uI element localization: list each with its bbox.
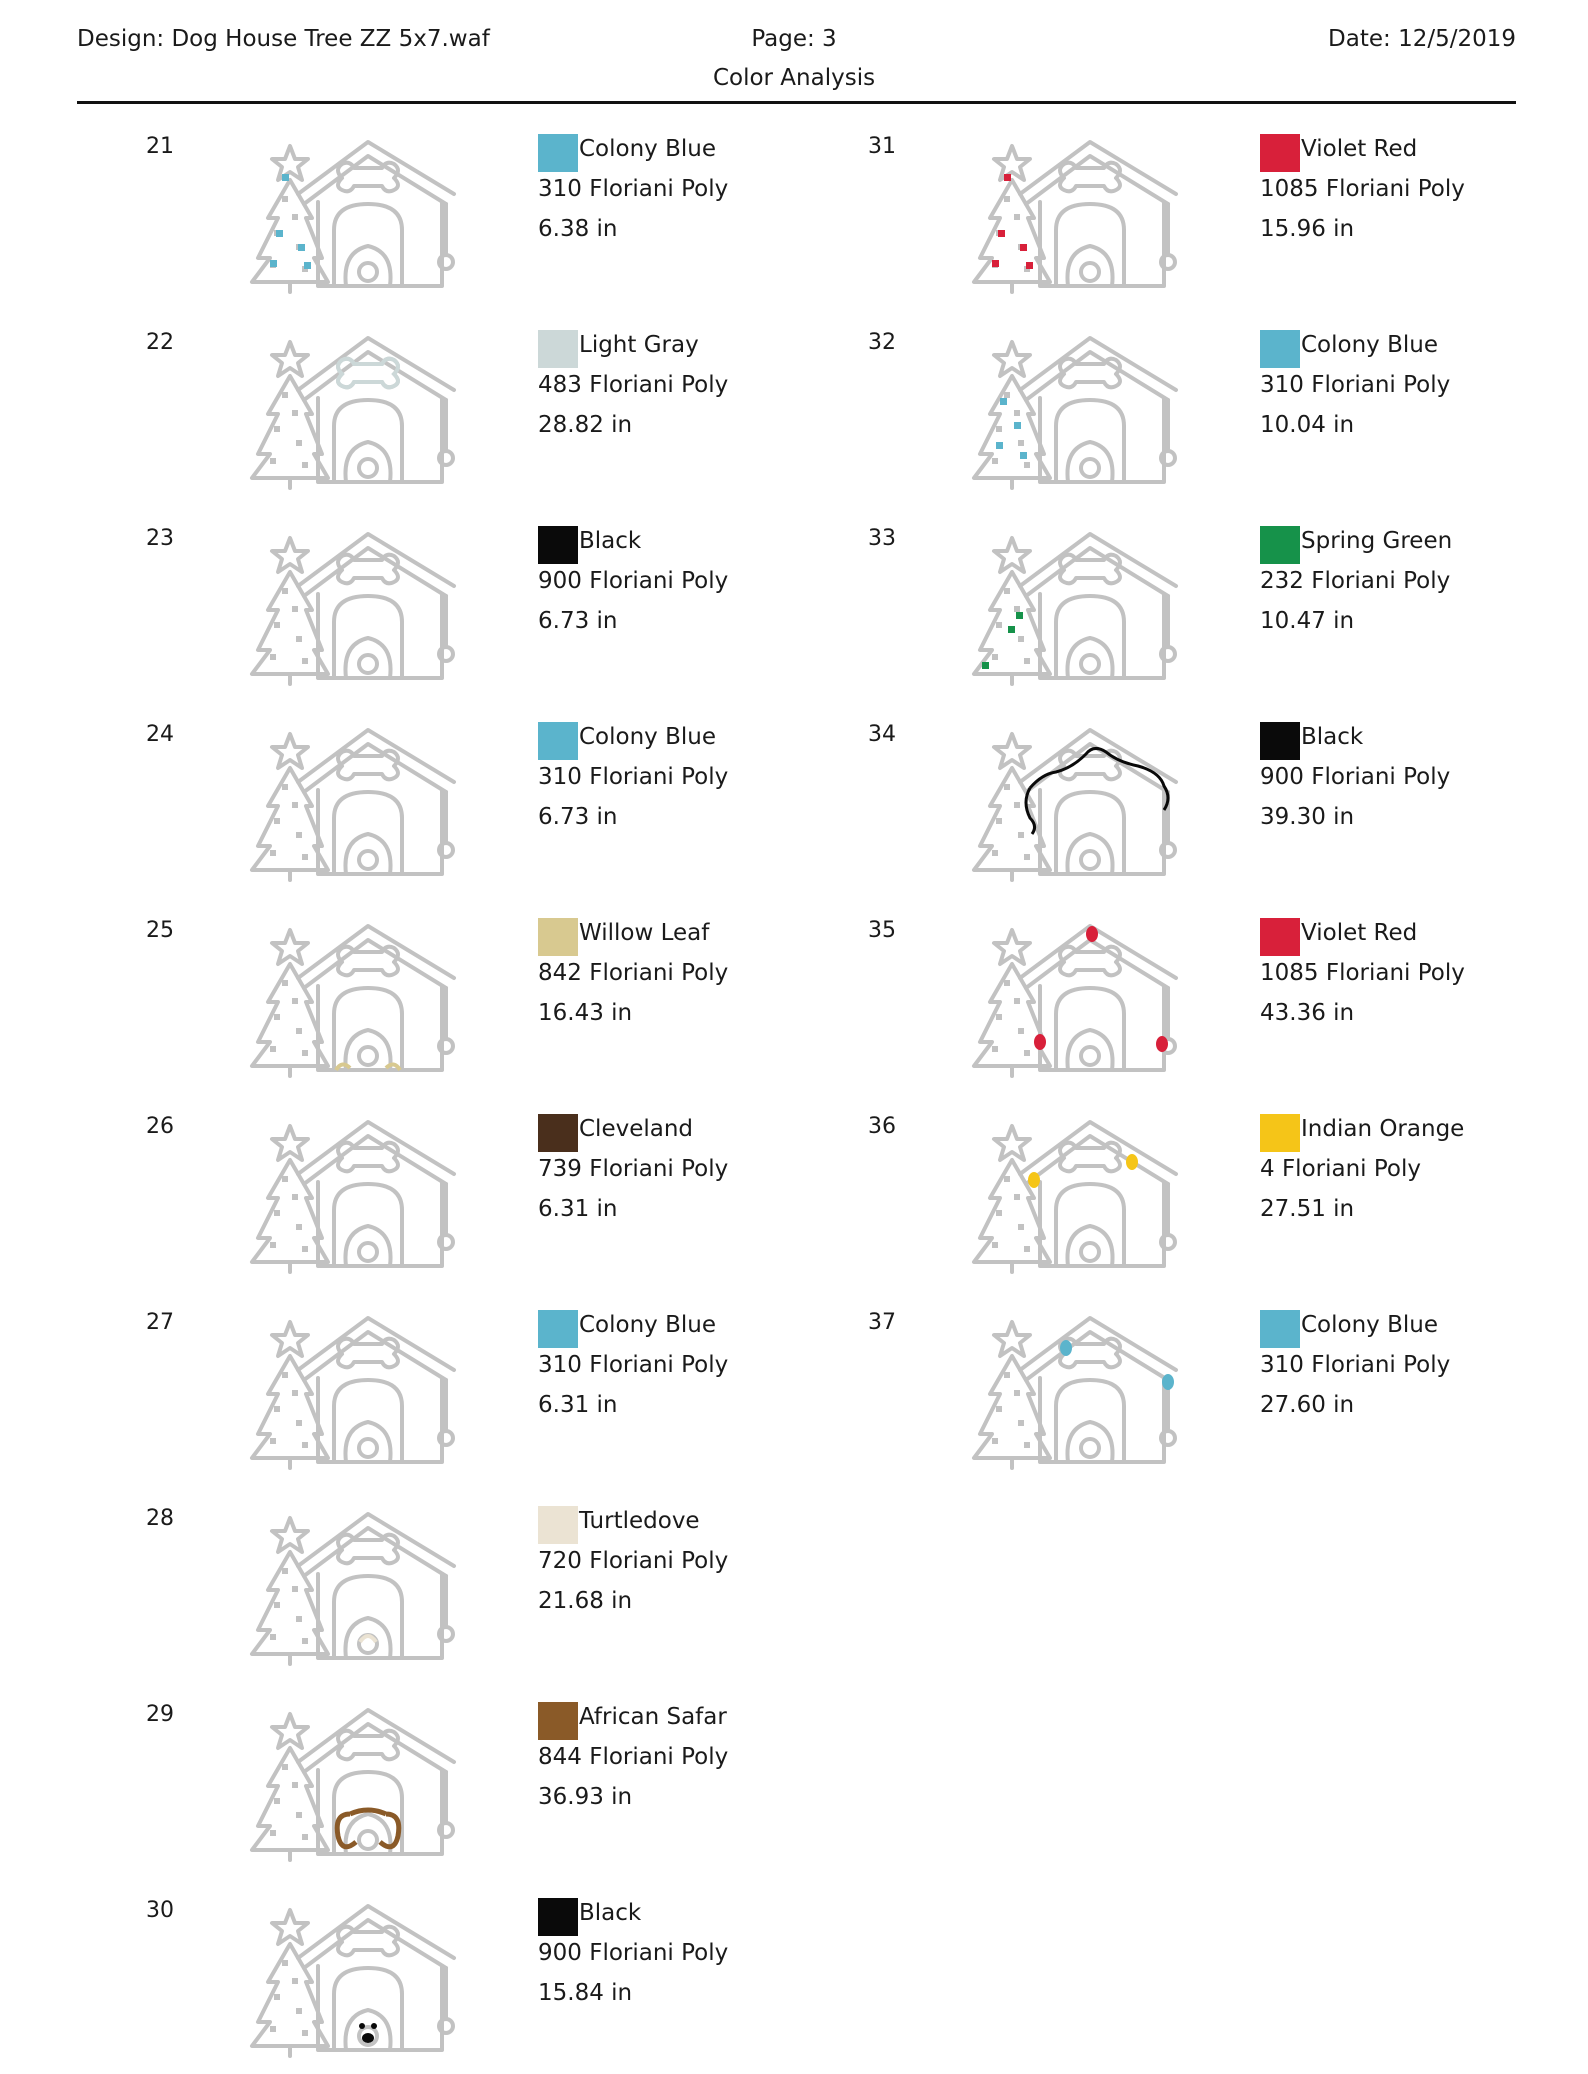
thread-color-name: Indian Orange xyxy=(1301,1116,1465,1142)
dog-house-tree-thumbnail-icon xyxy=(968,1310,1194,1470)
thread-number: 1085 Floriani Poly xyxy=(1260,960,1465,986)
stitch-length: 36.93 in xyxy=(538,1784,633,1810)
thread-color-name: Colony Blue xyxy=(579,1312,716,1338)
entry-number: 29 xyxy=(146,1702,174,1727)
stitch-length: 43.36 in xyxy=(1260,1000,1355,1026)
entry-number: 30 xyxy=(146,1898,174,1923)
thread-color-name: Colony Blue xyxy=(579,136,716,162)
design-thumbnail xyxy=(246,526,472,686)
entry-number: 23 xyxy=(146,526,174,551)
dog-house-tree-thumbnail-icon xyxy=(968,1114,1194,1274)
thread-number: 844 Floriani Poly xyxy=(538,1744,729,1770)
thread-color-name: Willow Leaf xyxy=(579,920,710,946)
design-thumbnail xyxy=(968,722,1194,882)
dog-house-tree-thumbnail-icon xyxy=(246,1114,472,1274)
stitch-length: 16.43 in xyxy=(538,1000,633,1026)
color-entry-23 xyxy=(138,504,898,694)
thread-number: 900 Floriani Poly xyxy=(1260,764,1451,790)
entry-number: 34 xyxy=(868,722,896,747)
thread-color-name: Colony Blue xyxy=(579,724,716,750)
entry-number: 32 xyxy=(868,330,896,355)
color-entry-33 xyxy=(860,504,1588,694)
color-entry-34 xyxy=(860,700,1588,890)
thread-color-swatch xyxy=(538,1310,578,1348)
entry-number: 35 xyxy=(868,918,896,943)
thread-color-swatch xyxy=(1260,526,1300,564)
thread-color-name: Black xyxy=(579,528,642,554)
design-thumbnail xyxy=(968,134,1194,294)
stitch-length: 10.47 in xyxy=(1260,608,1355,634)
thread-color-name: Black xyxy=(579,1900,642,1926)
entry-number: 26 xyxy=(146,1114,174,1139)
thread-number: 900 Floriani Poly xyxy=(538,1940,729,1966)
entry-number: 25 xyxy=(146,918,174,943)
color-entry-35 xyxy=(860,896,1588,1086)
stitch-length: 15.84 in xyxy=(538,1980,633,2006)
color-entry-21 xyxy=(138,112,898,302)
color-entry-27 xyxy=(138,1288,898,1478)
design-thumbnail xyxy=(968,330,1194,490)
stitch-length: 6.31 in xyxy=(538,1392,618,1418)
stitch-length: 6.73 in xyxy=(538,608,618,634)
thread-color-name: Colony Blue xyxy=(1301,332,1438,358)
design-thumbnail xyxy=(246,1898,472,2058)
thread-number: 720 Floriani Poly xyxy=(538,1548,729,1574)
design-thumbnail xyxy=(246,1702,472,1862)
thread-number: 483 Floriani Poly xyxy=(538,372,729,398)
thread-color-name: Violet Red xyxy=(1301,136,1418,162)
stitch-length: 6.31 in xyxy=(538,1196,618,1222)
color-entry-32 xyxy=(860,308,1588,498)
dog-house-tree-thumbnail-icon xyxy=(968,134,1194,294)
design-thumbnail xyxy=(968,1114,1194,1274)
entry-number: 31 xyxy=(868,134,896,159)
thread-number: 900 Floriani Poly xyxy=(538,568,729,594)
design-thumbnail xyxy=(246,722,472,882)
stitch-length: 15.96 in xyxy=(1260,216,1355,242)
thread-color-name: Colony Blue xyxy=(1301,1312,1438,1338)
dog-house-tree-thumbnail-icon xyxy=(246,526,472,686)
thread-color-name: Spring Green xyxy=(1301,528,1453,554)
design-thumbnail xyxy=(968,526,1194,686)
entry-number: 27 xyxy=(146,1310,174,1335)
thread-color-swatch xyxy=(538,1506,578,1544)
design-thumbnail xyxy=(246,918,472,1078)
entry-number: 37 xyxy=(868,1310,896,1335)
thread-color-swatch xyxy=(538,330,578,368)
color-entry-25 xyxy=(138,896,898,1086)
stitch-length: 6.38 in xyxy=(538,216,618,242)
thread-number: 842 Floriani Poly xyxy=(538,960,729,986)
thread-color-swatch xyxy=(538,722,578,760)
thread-number: 310 Floriani Poly xyxy=(1260,372,1451,398)
dog-house-tree-thumbnail-icon xyxy=(246,1506,472,1666)
highlighted-stitch-area xyxy=(982,612,1023,669)
thread-number: 310 Floriani Poly xyxy=(538,176,729,202)
design-thumbnail xyxy=(246,134,472,294)
thread-color-swatch xyxy=(1260,134,1300,172)
dog-house-tree-thumbnail-icon xyxy=(246,134,472,294)
design-thumbnail xyxy=(968,1310,1194,1470)
stitch-length: 27.51 in xyxy=(1260,1196,1355,1222)
color-entry-36 xyxy=(860,1092,1588,1282)
color-entry-29 xyxy=(138,1680,898,1870)
thread-color-name: Black xyxy=(1301,724,1364,750)
thread-color-swatch xyxy=(538,918,578,956)
thread-color-swatch xyxy=(1260,1114,1300,1152)
thread-color-swatch xyxy=(1260,330,1300,368)
design-thumbnail xyxy=(246,1114,472,1274)
dog-house-tree-thumbnail-icon xyxy=(968,918,1194,1078)
dog-house-tree-thumbnail-icon xyxy=(246,722,472,882)
thread-color-swatch xyxy=(538,526,578,564)
dog-house-tree-thumbnail-icon xyxy=(968,722,1194,882)
entry-number: 22 xyxy=(146,330,174,355)
thread-color-swatch xyxy=(538,1702,578,1740)
thread-color-name: Cleveland xyxy=(579,1116,694,1142)
entry-number: 28 xyxy=(146,1506,174,1531)
dog-house-tree-thumbnail-icon xyxy=(968,330,1194,490)
color-entry-26 xyxy=(138,1092,898,1282)
page-number: Page: 3 xyxy=(751,26,837,52)
thread-color-name: Violet Red xyxy=(1301,920,1418,946)
dog-house-tree-thumbnail-icon xyxy=(246,1702,472,1862)
entry-number: 24 xyxy=(146,722,174,747)
stitch-length: 6.73 in xyxy=(538,804,618,830)
color-entry-31 xyxy=(860,112,1588,302)
color-entry-24 xyxy=(138,700,898,890)
stitch-length: 28.82 in xyxy=(538,412,633,438)
thread-color-swatch xyxy=(538,1114,578,1152)
thread-number: 310 Floriani Poly xyxy=(1260,1352,1451,1378)
entry-number: 36 xyxy=(868,1114,896,1139)
stitch-length: 21.68 in xyxy=(538,1588,633,1614)
thread-color-swatch xyxy=(1260,918,1300,956)
thread-number: 232 Floriani Poly xyxy=(1260,568,1451,594)
report-subtitle: Color Analysis xyxy=(712,65,876,91)
thread-number: 4 Floriani Poly xyxy=(1260,1156,1421,1182)
stitch-length: 39.30 in xyxy=(1260,804,1355,830)
design-thumbnail xyxy=(246,1506,472,1666)
design-name: Design: Dog House Tree ZZ 5x7.waf xyxy=(77,26,490,52)
thread-number: 310 Floriani Poly xyxy=(538,764,729,790)
thread-color-name: African Safar xyxy=(579,1704,727,1730)
thread-color-name: Turtledove xyxy=(579,1508,700,1534)
thread-color-swatch xyxy=(538,134,578,172)
stitch-length: 10.04 in xyxy=(1260,412,1355,438)
thread-color-swatch xyxy=(538,1898,578,1936)
color-entry-28 xyxy=(138,1484,898,1674)
dog-house-tree-thumbnail-icon xyxy=(246,1310,472,1470)
color-entry-22 xyxy=(138,308,898,498)
dog-house-tree-thumbnail-icon xyxy=(246,918,472,1078)
dog-house-tree-thumbnail-icon xyxy=(968,526,1194,686)
entry-number: 33 xyxy=(868,526,896,551)
design-thumbnail xyxy=(968,918,1194,1078)
color-entry-37 xyxy=(860,1288,1588,1478)
entry-number: 21 xyxy=(146,134,174,159)
design-thumbnail xyxy=(246,330,472,490)
thread-color-swatch xyxy=(1260,1310,1300,1348)
report-date: Date: 12/5/2019 xyxy=(1328,26,1516,52)
thread-number: 739 Floriani Poly xyxy=(538,1156,729,1182)
thread-number: 1085 Floriani Poly xyxy=(1260,176,1465,202)
thread-color-name: Light Gray xyxy=(579,332,699,358)
design-thumbnail xyxy=(246,1310,472,1470)
dog-house-tree-thumbnail-icon xyxy=(246,1898,472,2058)
stitch-length: 27.60 in xyxy=(1260,1392,1355,1418)
thread-number: 310 Floriani Poly xyxy=(538,1352,729,1378)
thread-color-swatch xyxy=(1260,722,1300,760)
color-entry-30 xyxy=(138,1876,898,2066)
highlighted-stitch-area xyxy=(360,1636,376,1642)
dog-house-tree-thumbnail-icon xyxy=(246,330,472,490)
